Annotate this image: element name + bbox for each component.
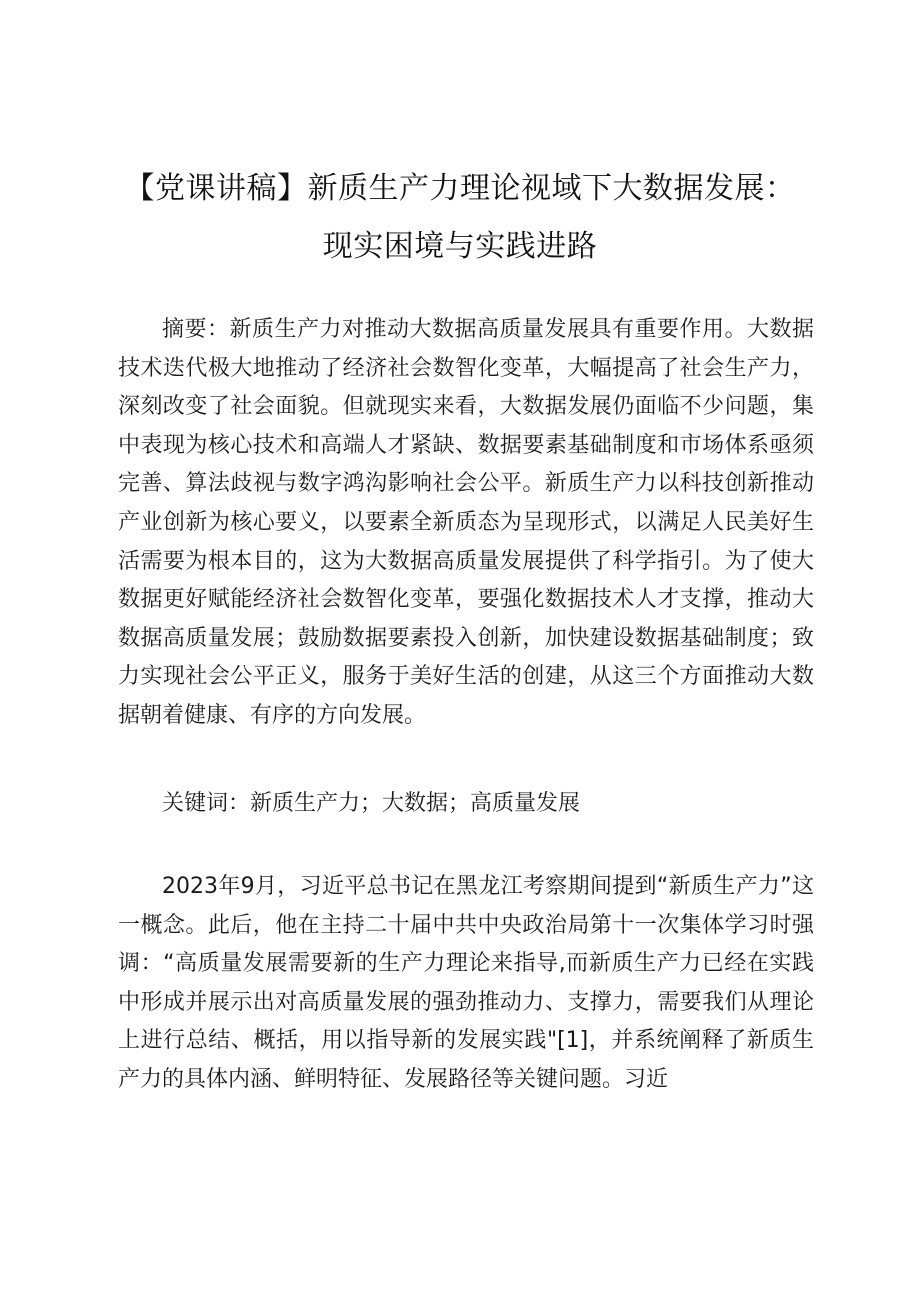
body-paragraph: 2023年9月，习近平总书记在黑龙江考察期间提到“新质生产力”这一概念。此后，他在主持二十届中共中央政治局第十一次集体学习时强调：“高质量发展需要新的生产力理论来指导,而新质生产力已经在实践中形成并展示出对高质量发展的强劲推动力、支撑力，需要我们从理论上进行总结、概括，用以指导新的发展实践"[1]，并系统阐释了新质生产力的具体内涵、鲜明特征、发展路径等关键问题。习近 [118, 874, 814, 1092]
document-title: 【党课讲稿】新质生产力理论视域下大数据发展：现实困境与实践进路 [124, 171, 796, 264]
keywords-line: 关键词：新质生产力；大数据；高质量发展 [162, 791, 581, 816]
abstract-paragraph: 摘要：新质生产力对推动大数据高质量发展具有重要作用。大数据技术迭代极大地推动了经济社会数智化变革，大幅提高了社会生产力，深刻改变了社会面貌。但就现实来看，大数据发展仍面临不少问题，集中表现为核心技术和高端人才紧缺、数据要素基础制度和市场体系亟须完善、算法歧视与数字鸿沟影响社会公平。新质生产力以科技创新推动产业创新为核心要义，以要素全新质态为呈现形式，以满足人民美好生活需要为根本目的，这为大数据高质量发展提供了科学指引。为了使大数据更好赋能经济社会数智化变革，要强化数据技术人才支撑，推动大数据高质量发展；鼓励数据要素投入创新，加快建设数据基础制度；致力实现社会公平正义，服务于美好生活的创建，从这三个方面推动大数据朝着健康、有序的方向发展。 [118, 317, 814, 728]
